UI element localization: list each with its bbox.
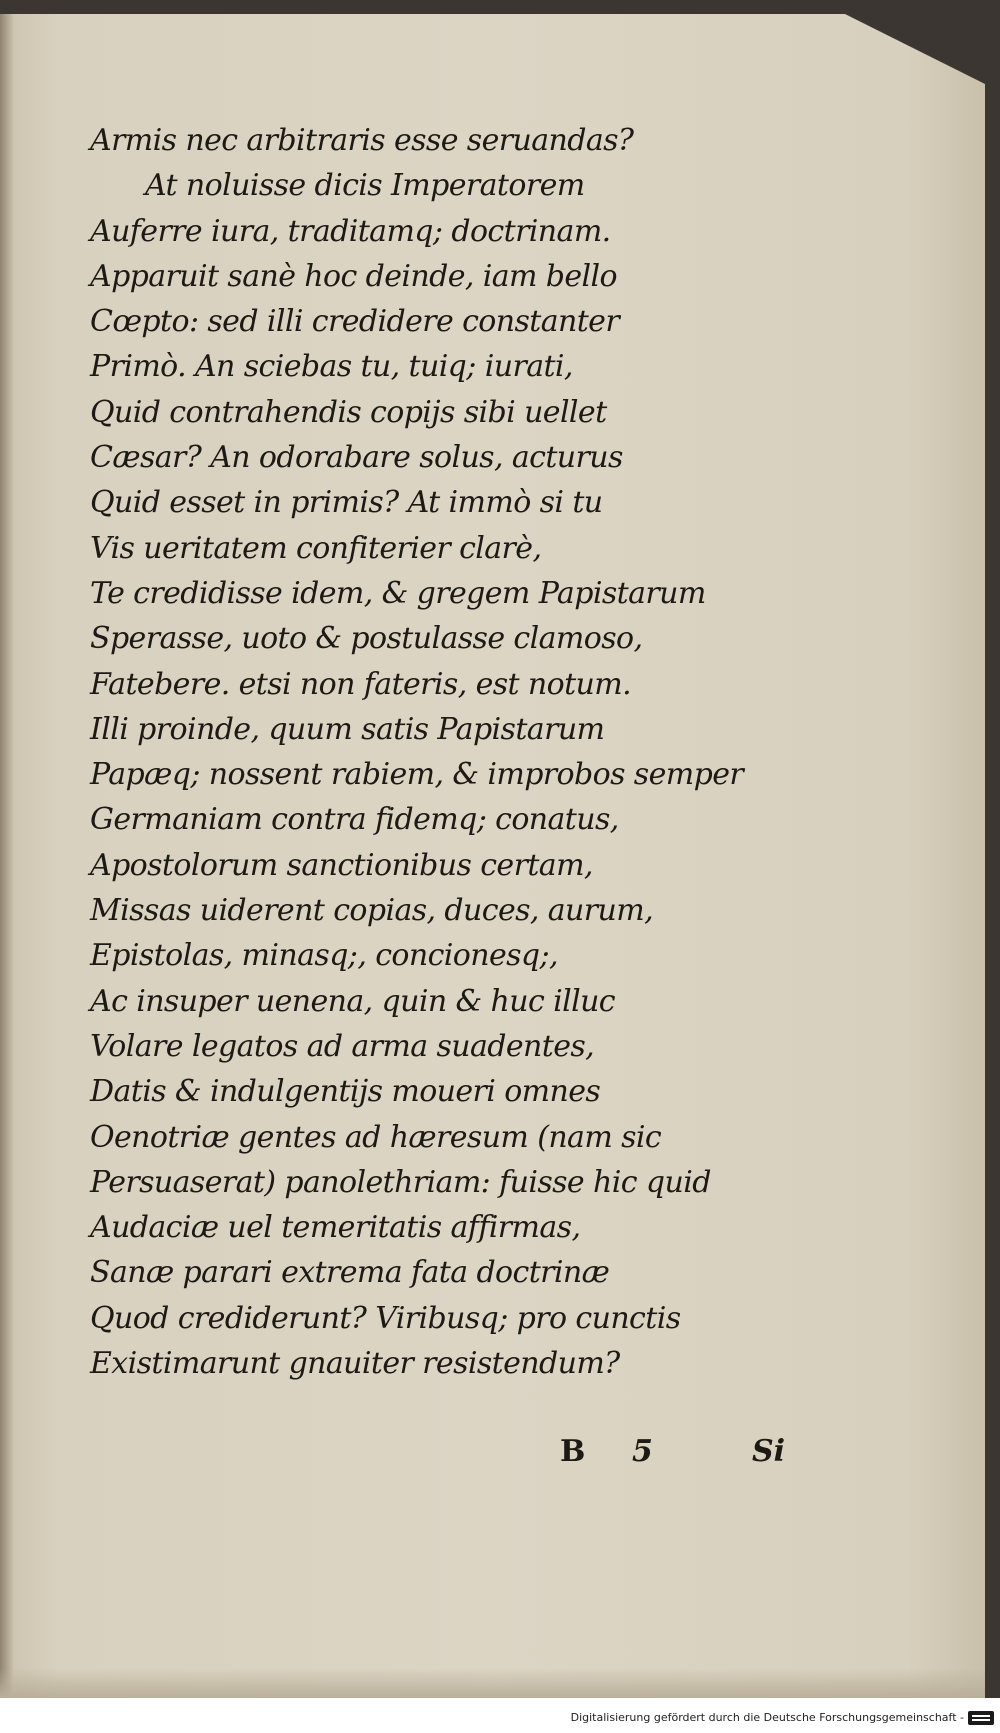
verse-line: Ac insuper uenena, quin & huc illuc [90, 983, 616, 1019]
verse-line: Apparuit sanè hoc deinde, iam bello [90, 258, 617, 294]
verse-line: Quod crediderunt? Viribusq; pro cunctis [90, 1300, 681, 1336]
verse-line: Persuaserat) panolethriam: fuisse hic quid [90, 1164, 711, 1200]
verse-line: Epistolas, minasq;, concionesq;, [90, 938, 558, 974]
verse-line: Apostolorum sanctionibus certam, [90, 847, 593, 883]
verse-line: Primò. An sciebas tu, tuiq; iurati, [90, 349, 573, 385]
torn-page-corner [845, 14, 985, 84]
verse-line: Sperasse, uoto & postulasse clamoso, [90, 621, 643, 657]
funding-credit: Digitalisierung gefördert durch die Deutsche Forschungsgemeinschaft - [570, 1711, 964, 1724]
signature-mark: B [560, 1434, 586, 1469]
verse-line: Vis ueritatem confiterier clarè, [90, 530, 542, 566]
verse-line: Armis nec arbitraris esse seruandas? [90, 123, 634, 158]
verse-line: Cæsar? An odorabare solus, acturus [90, 440, 623, 476]
verse-line: Quid esset in primis? At immò si tu [90, 485, 603, 521]
verse-text-block [90, 118, 950, 1386]
verse-line: Existimarunt gnauiter resistendum? [90, 1346, 620, 1382]
verse-line: Sanæ parari extrema fata doctrinæ [90, 1255, 610, 1291]
book-page [0, 14, 985, 1698]
catchword: Si [752, 1434, 786, 1469]
verse-line: Missas uiderent copias, duces, aurum, [90, 893, 654, 929]
verse-line: Fatebere. etsi non fateris, est notum. [90, 666, 632, 702]
verse-line: Cœpto: sed illi credidere constanter [90, 304, 620, 340]
verse-line: Quid contrahendis copijs sibi uellet [90, 394, 607, 430]
verse-line: Auferre iura, traditamq; doctrinam. [90, 213, 611, 249]
verse-line: At noluisse dicis Imperatorem [145, 168, 585, 204]
verse-line: Audaciæ uel temeritatis affirmas, [90, 1210, 581, 1246]
digitization-footer [0, 1698, 1000, 1733]
verse-line: Papæq; nossent rabiem, & improbos semper [90, 757, 744, 793]
verse-line: Germaniam contra fidemq; conatus, [90, 802, 619, 838]
signature-line [560, 1434, 810, 1484]
verse-line: Illi proinde, quum satis Papistarum [90, 711, 605, 747]
dfg-logo-icon [968, 1711, 994, 1725]
signature-number: 5 [632, 1434, 653, 1469]
verse-line: Datis & indulgentijs moueri omnes [90, 1074, 601, 1110]
verse-line: Oenotriæ gentes ad hæresum (nam sic [90, 1119, 662, 1155]
verse-line: Volare legatos ad arma suadentes, [90, 1028, 595, 1064]
verse-line: Te credidisse idem, & gregem Papistarum [90, 575, 706, 611]
